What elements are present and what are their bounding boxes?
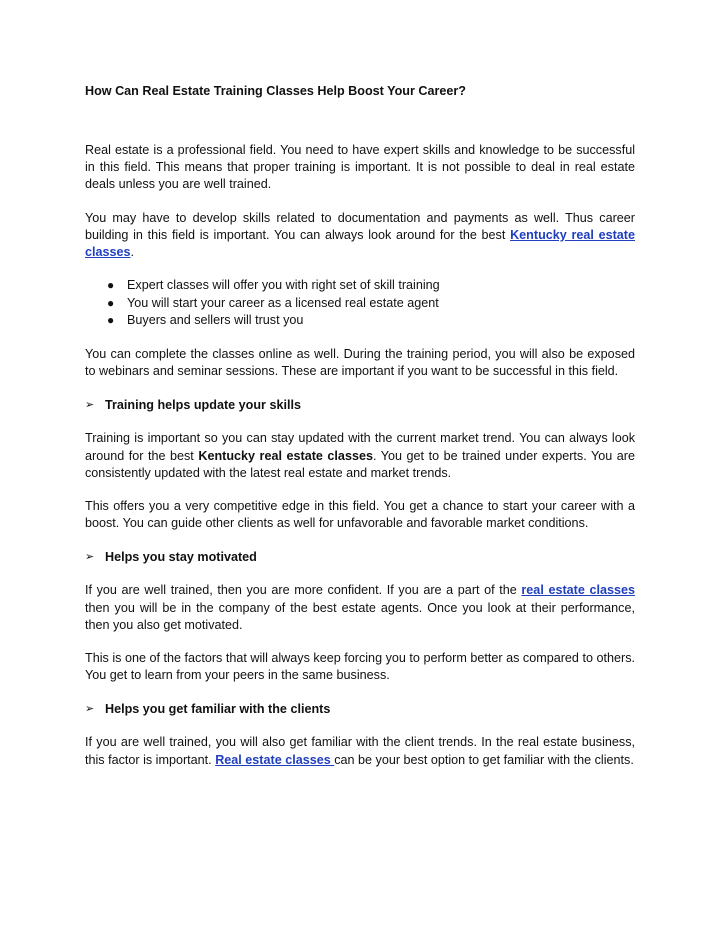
- real-estate-classes-link-2[interactable]: Real estate classes: [215, 752, 335, 767]
- arrowhead-icon: ➢: [85, 399, 95, 412]
- paragraph-peers: This is one of the factors that will always keep forcing you to perform better as compared to others. You get to learn from your peers in the same business.: [85, 651, 635, 683]
- list-item: [85, 312, 635, 330]
- paragraph-intro: Real estate is a professional field. You need to have expert skills and knowledge to be successful in this field. This means that proper training is important. It is not possible to deal in real estate deals unless you are well trained.: [85, 143, 635, 192]
- paragraph-text: You may have to develop skills related to documentation and payments as well. Thus career building in this field is important. You can always look around for the best: [85, 210, 635, 242]
- section-heading-skills: [85, 396, 635, 414]
- arrowhead-icon: ➢: [85, 551, 95, 564]
- paragraph-text: then you will be in the company of the best estate agents. Once you look at their performance, then you also get motivated.: [85, 600, 635, 632]
- paragraph-skills: [85, 210, 635, 262]
- list-item-text: Buyers and sellers will trust you: [127, 313, 304, 328]
- heading-text: Helps you get familiar with the clients: [105, 702, 331, 717]
- paragraph-clients: [85, 734, 635, 768]
- bullet-dot-icon: ●: [107, 295, 115, 310]
- paragraph-edge: This offers you a very competitive edge in this field. You get a chance to start your career with a boost. You can guide other clients as well for unfavorable and favorable market conditions.: [85, 499, 635, 531]
- real-estate-classes-link[interactable]: real estate classes: [521, 583, 635, 598]
- section-heading-clients: [85, 700, 635, 718]
- bullet-dot-icon: ●: [107, 278, 115, 293]
- bold-phrase: Kentucky real estate classes: [198, 448, 373, 463]
- arrowhead-icon: ➢: [85, 703, 95, 716]
- list-item-text: You will start your career as a licensed real estate agent: [127, 295, 439, 310]
- document-title: How Can Real Estate Training Classes Help Boost Your Career?: [85, 84, 466, 98]
- bullet-dot-icon: ●: [107, 313, 115, 328]
- kentucky-classes-link[interactable]: Kentucky real estate classes: [85, 227, 635, 260]
- paragraph-text: .: [130, 245, 135, 260]
- heading-text: Training helps update your skills: [105, 398, 301, 413]
- paragraph-confident: [85, 582, 635, 634]
- paragraph-training: [85, 430, 635, 482]
- section-heading-motivated: [85, 548, 635, 566]
- paragraph-text: can be your best option to get familiar with the clients.: [334, 752, 634, 767]
- paragraph-online: You can complete the classes online as well. During the training period, you will also be exposed to webinars and seminar sessions. These are important if you want to be successful in this field.: [85, 347, 635, 379]
- paragraph-text: Training is important so you can stay updated with the current market trend. You can always look around for the best: [85, 431, 635, 463]
- heading-text: Helps you stay motivated: [105, 550, 257, 565]
- list-item: [85, 295, 635, 313]
- paragraph-text: If you are well trained, you will also get familiar with the client trends. In the real estate business, this factor is important.: [85, 735, 635, 767]
- paragraph-text: If you are well trained, then you are more confident. If you are a part of the: [85, 583, 522, 598]
- list-item: [85, 277, 635, 295]
- benefits-list: [85, 277, 635, 330]
- list-item-text: Expert classes will offer you with right set of skill training: [127, 278, 440, 293]
- paragraph-text: . You get to be trained under experts. You are consistently updated with the latest real estate and market trends.: [85, 448, 636, 480]
